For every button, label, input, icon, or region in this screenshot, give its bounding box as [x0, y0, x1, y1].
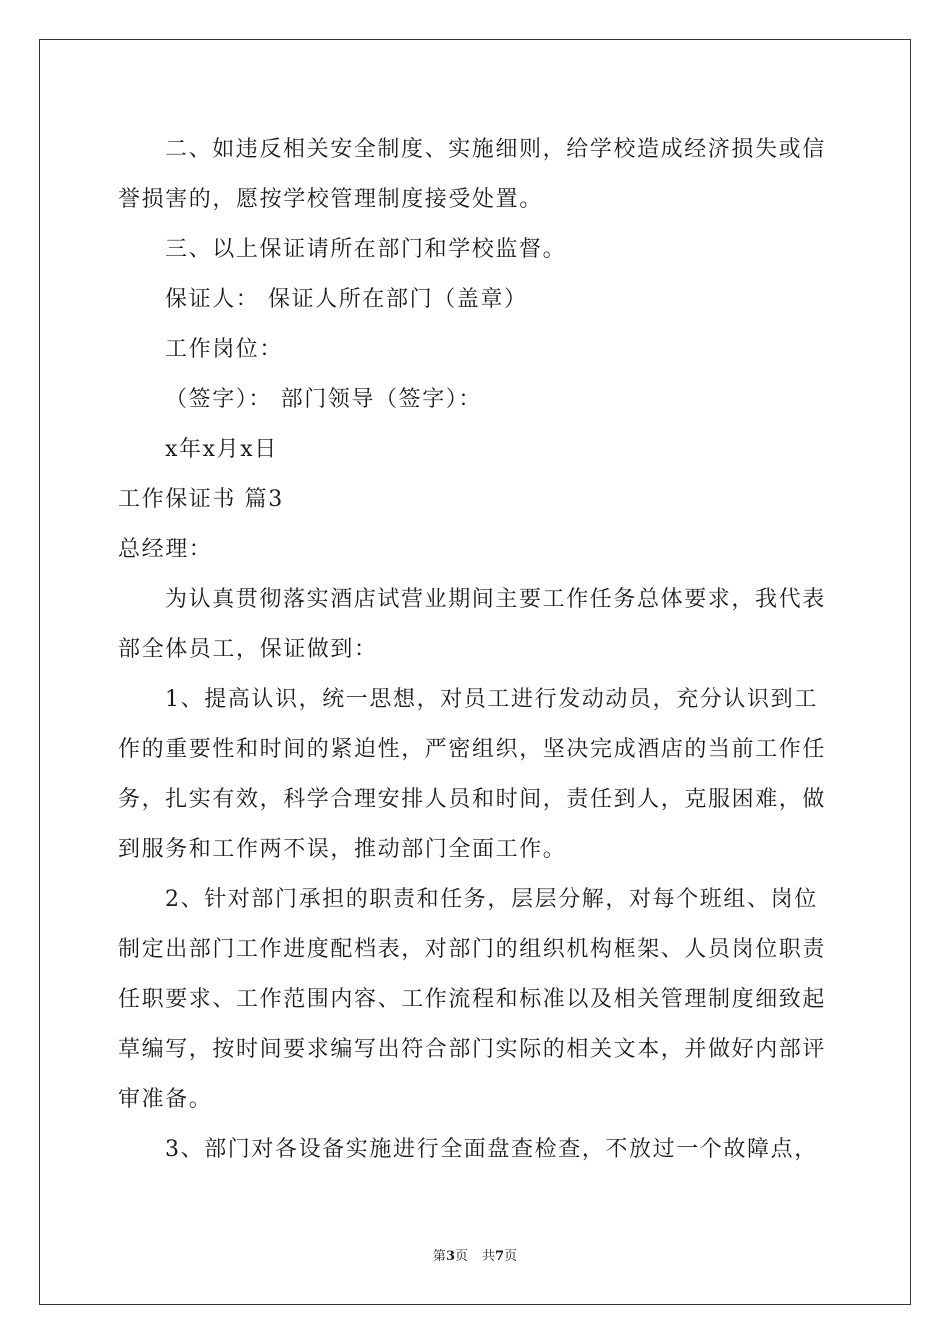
section-heading: 工作保证书 篇3: [118, 487, 284, 512]
document-body: [118, 125, 838, 1175]
date-line: x年x月x日: [165, 437, 278, 462]
total-prefix: 共: [482, 1249, 496, 1264]
guarantor-line: 保证人： 保证人所在部门（盖章）: [165, 287, 528, 312]
page-suffix: 页: [454, 1249, 468, 1264]
page-current-number: 3: [445, 1249, 455, 1264]
page-total-number: 7: [495, 1249, 505, 1264]
paragraph-intro: 为认真贯彻落实酒店试营业期间主要工作任务总体要求，我代表部全体员工，保证做到：: [118, 587, 826, 662]
paragraph-clause-2: 二、如违反相关安全制度、实施细则，给学校造成经济损失或信誉损害的，愿按学校管理制度接受处置。: [118, 137, 826, 212]
paragraph-item-1: 1、提高认识，统一思想，对员工进行发动动员，充分认识到工作的重要性和时间的紧迫性，严密组织，坚决完成酒店的当前工作任务，扎实有效，科学合理安排人员和时间，责任到人，克服困难，做到服务和工作两不误，推动部门全面工作。: [118, 687, 827, 862]
page-prefix: 第: [432, 1249, 446, 1264]
paragraph-item-3: 3、部门对各设备实施进行全面盘查检查，不放过一个故障点，: [165, 1137, 818, 1162]
position-line: 工作岗位：: [165, 337, 284, 362]
salutation: 总经理：: [118, 537, 213, 562]
page-footer: [0, 1245, 950, 1264]
paragraph-clause-3: 三、以上保证请所在部门和学校监督。: [165, 237, 567, 262]
paragraph-item-2: 2、针对部门承担的职责和任务，层层分解，对每个班组、岗位制定出部门工作进度配档表，对部门的组织机构框架、人员岗位职责任职要求、工作范围内容、工作流程和标准以及相关管理制度细致起草编写，按时间要求编写出符合部门实际的相关文本，并做好内部评审准备。: [118, 887, 827, 1112]
total-suffix: 页: [504, 1249, 518, 1264]
signature-line: （签字）： 部门领导（签字）：: [165, 387, 482, 412]
